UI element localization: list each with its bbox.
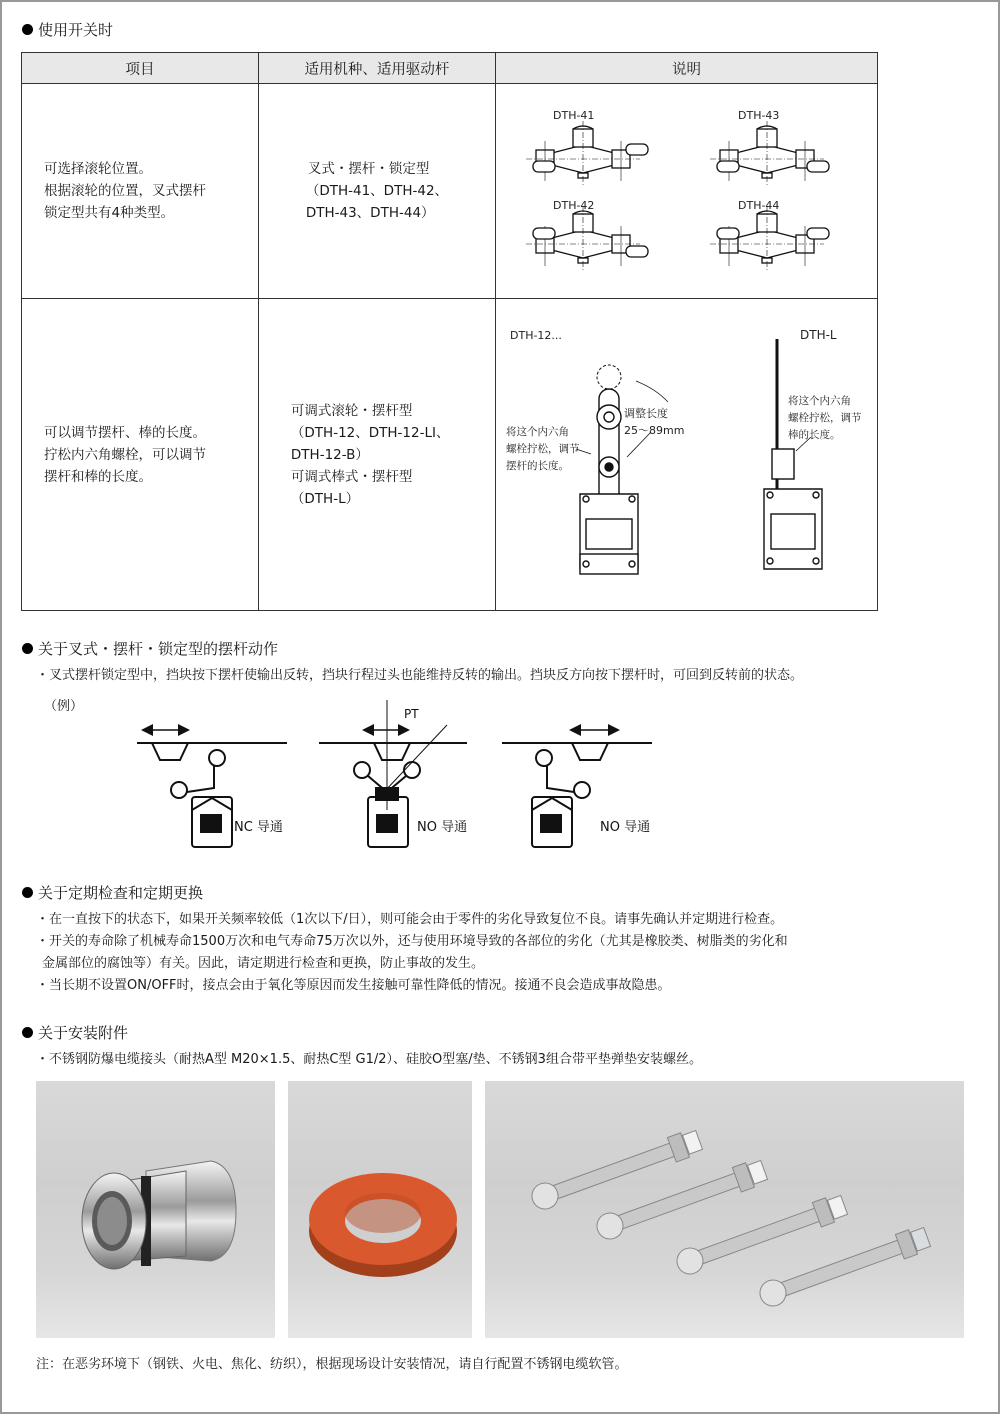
header-item: 项目 — [22, 53, 259, 84]
pt-label: PT — [404, 707, 419, 721]
diagram-label: DTH-43 — [737, 109, 780, 122]
header-description: 说明 — [495, 53, 877, 84]
note-line: 棒的长度。 — [787, 429, 841, 441]
bullet-icon — [22, 1027, 33, 1038]
o-ring-gasket-image — [288, 1081, 472, 1338]
section-title-text: 关于定期检查和定期更换 — [38, 884, 204, 902]
text-line: 可调式棒式・摆杆型 — [290, 468, 413, 485]
state-label-nc: NC 导通 — [234, 820, 283, 835]
photo-o-ring-gasket — [288, 1081, 472, 1338]
note-line: 螺栓拧松，调节 — [787, 412, 862, 424]
bullet-icon — [22, 24, 33, 35]
note-line: 摆杆的长度。 — [505, 460, 569, 472]
header-models: 适用机种、适用驱动杆 — [258, 53, 495, 84]
bullet-icon — [22, 643, 33, 654]
diagram-label: DTH-44 — [737, 199, 780, 212]
item-cell — [22, 84, 259, 299]
models-cell — [258, 84, 495, 299]
accessories-description: ・不锈钢防爆电缆接头（耐热A型 M20×1.5、耐热C型 G1/2）、硅胶O型塞/垫、不锈钢3组合带平垫弹垫安装螺丝。 — [36, 1052, 702, 1067]
fork-lever-diagrams-cell — [495, 84, 877, 299]
section-title-usage — [22, 19, 113, 40]
section-title-text: 关于安装附件 — [38, 1024, 129, 1042]
text-line: 拧松内六角螺栓，可以调节 — [44, 446, 206, 463]
diagram-label: DTH-L — [799, 328, 837, 342]
section-title-text: 关于叉式・摆杆・锁定型的摆杆动作 — [38, 640, 279, 658]
text-line: （DTH-12、DTH-12-LI、 — [290, 424, 450, 441]
text-line: 可以调节摆杆、棒的长度。 — [44, 424, 206, 441]
note-line: 将这个内六角 — [505, 426, 569, 438]
text-line: 可调式滚轮・摆杆型 — [290, 402, 413, 419]
note-line: 螺栓拧松，调节 — [505, 443, 580, 455]
text-line: 可选择滚轮位置。 — [44, 161, 152, 177]
state-label-no: NO 导通 — [417, 820, 468, 835]
section-title-inspection — [22, 882, 203, 903]
adjust-length-label: 调整长度 — [623, 407, 668, 420]
diagram-label: DTH-41 — [552, 109, 595, 122]
adjustable-rod-lever-switch-icon — [764, 339, 822, 569]
inspection-bullet: ・当长期不设置ON/OFF时，接点会由于氧化等原因而发生接触可靠性降低的情况。接通不良会造成事故隐患。 — [36, 978, 671, 993]
table-row — [22, 84, 878, 299]
table-row — [22, 299, 878, 611]
section-title-fork-lever — [22, 638, 278, 659]
fork-lever-dth44-icon — [710, 206, 829, 270]
inspection-notes — [36, 909, 788, 997]
adjustable-roller-lever-switch-icon — [576, 365, 668, 574]
text-line: （DTH-L） — [290, 490, 360, 507]
fork-lever-diagrams — [496, 84, 877, 298]
state-label-no: NO 导通 — [600, 820, 651, 835]
models-cell — [258, 299, 495, 611]
inspection-bullet-continued: 金属部位的腐蚀等）有关。因此，请定期进行检查和更换，防止事故的发生。 — [42, 956, 485, 971]
adjustable-lever-diagrams — [496, 299, 877, 610]
fork-lever-action-diagram — [122, 700, 682, 860]
section-title-text: 使用开关时 — [38, 21, 114, 39]
inspection-bullet: ・在一直按下的状态下，如果开关频率较低（1次以下/日），则可能会由于零件的劣化导致复位不良。请事先确认并定期进行检查。 — [36, 912, 784, 927]
diagram-label: DTH-42 — [552, 199, 595, 212]
diagram-label: DTH-12... — [509, 329, 562, 342]
fork-lever-dth42-icon — [526, 206, 648, 270]
text-line: 锁定型共有4种类型。 — [44, 205, 175, 221]
adjust-range-label: 25～89mm — [623, 424, 685, 437]
fork-lever-dth43-icon — [710, 121, 829, 185]
text-line: DTH-43、DTH-44） — [305, 205, 435, 221]
photo-cable-gland — [36, 1081, 275, 1338]
cable-gland-image — [36, 1081, 275, 1338]
table-header-row — [22, 53, 878, 84]
text-line: DTH-12-B） — [290, 446, 369, 463]
fork-lever-description: ・叉式摆杆锁定型中，挡块按下摆杆使输出反转，挡块行程过头也能维持反转的输出。挡块反方向按下摆杆时，可回到反转前的状态。 — [36, 668, 804, 683]
usage-spec-table — [21, 52, 878, 611]
text-line: 摆杆和棒的长度。 — [44, 468, 152, 485]
text-line: （DTH-41、DTH-42、 — [305, 183, 449, 199]
footnote: 注：在恶劣环境下（钢铁、火电、焦化、纺织），根据现场设计安装情况，请自行配置不锈钢电缆软管。 — [36, 1357, 628, 1372]
section-title-accessories — [22, 1022, 128, 1043]
inspection-bullet: ・开关的寿命除了机械寿命1500万次和电气寿命75万次以外，还与使用环境导致的各部位的劣化（尤其是橡胶类、树脂类的劣化和 — [36, 934, 788, 949]
item-cell — [22, 299, 259, 611]
bullet-icon — [22, 887, 33, 898]
text-line: 叉式・摆杆・锁定型 — [307, 161, 430, 177]
adjustable-lever-diagrams-cell — [495, 299, 877, 611]
note-line: 将这个内六角 — [787, 395, 851, 407]
text-line: 根据滚轮的位置，叉式摆杆 — [44, 183, 206, 199]
fork-lever-dth41-icon — [526, 121, 648, 185]
mounting-screws-image — [485, 1081, 964, 1338]
example-label: （例） — [44, 699, 84, 714]
photo-mounting-screws — [485, 1081, 964, 1338]
